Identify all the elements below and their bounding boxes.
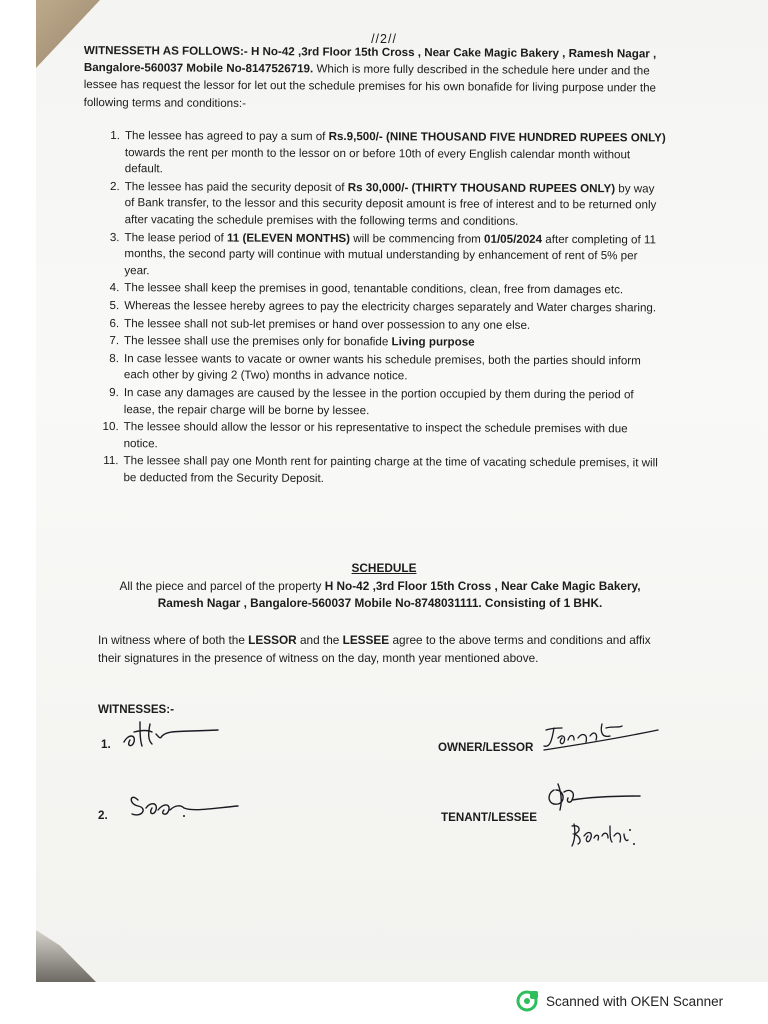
term-text: The lessee has agreed to pay a sum of [124, 129, 329, 143]
term-text: towards the rent per month to the lessor on or before 10th of every English calendar month without default. [124, 145, 631, 176]
term-number: 11. [103, 454, 119, 468]
term-item [98, 453, 664, 489]
term-item [100, 179, 666, 231]
term-item [99, 333, 665, 352]
page-shadow [36, 930, 96, 982]
witness-paragraph [98, 631, 668, 667]
term-number: 10. [102, 420, 119, 434]
term-item [99, 280, 665, 299]
term-number: 9. [109, 385, 119, 399]
term-text: The lessee shall keep the premises in good, tenantable conditions, clean, free from damages etc. [124, 281, 624, 297]
term-number: 7. [109, 334, 120, 348]
term-number: 8. [109, 351, 120, 365]
schedule-text [110, 578, 650, 613]
oken-scanner-logo-icon [516, 990, 538, 1012]
intro-lead: WITNESSETH AS FOLLOWS:- H No-42 ,3rd Floor 15th Cross , Near Cake Magic Bakery , Ramesh Nagar , Bangalore-560037 Mobile No-8147526719. [83, 43, 657, 76]
term-item [99, 385, 665, 421]
witness-2-number: 2. [98, 809, 108, 822]
schedule-heading: SCHEDULE [351, 561, 417, 575]
term-text: The lessee shall use the premises only for bonafide [124, 334, 392, 349]
term-text: The lessee shall not sub-let premises or hand over possession to any one else. [124, 316, 531, 332]
term-text: Whereas the lessee hereby agrees to pay the electricity charges separately and Water charges sharing. [124, 299, 657, 315]
schedule-lead: All the piece and parcel of the property [119, 579, 325, 593]
term-text: by way of Bank transfer, to the lessor and this security deposit amount is free of interest and to be returned only after vacating the schedule premises with the following terms and conditions. [124, 182, 657, 228]
term-number: 4. [109, 281, 120, 295]
term-item [99, 316, 665, 335]
intro-paragraph [84, 42, 664, 114]
term-text: In case lessee wants to vacate or owner wants his schedule premises, both the parties should inform each other by giving 2 (Two) months in advance notice. [123, 351, 641, 383]
term-number: 1. [110, 129, 120, 143]
witness-text: agree to the above terms and conditions and affix their signatures in the presence of witness on the day, month year mentioned above. [98, 633, 651, 665]
term-text: The lease period of [124, 230, 228, 245]
owner-signature [540, 716, 662, 756]
term-item [100, 128, 666, 180]
term-bold: Rs.9,500/- (NINE THOUSAND FIVE HUNDRED RUPEES ONLY) [328, 129, 666, 145]
term-item [99, 298, 665, 317]
term-item [99, 419, 665, 455]
term-number: 2. [110, 179, 120, 193]
tenant-signature-2 [568, 816, 644, 850]
term-item [99, 351, 665, 387]
witness-text: In witness where of both the [98, 633, 249, 647]
term-bold: 01/05/2024 [484, 232, 543, 246]
tenant-signature-1 [544, 780, 644, 814]
scanner-footer [516, 990, 723, 1012]
witness-2-signature [124, 786, 242, 826]
term-number: 5. [109, 298, 120, 313]
term-text: The lessee shall pay one Month rent for painting charge at the time of vacating schedule premises, it will be deducted from the Security Deposit. [123, 454, 658, 485]
intro-text: Which is more fully described in the schedule here under and the lessee has request the lessor for let out the schedule premises for his own bonafide for living purpose under the following terms and conditions:- [83, 62, 657, 110]
schedule-property: H No-42 ,3rd Floor 15th Cross , Near Cake Magic Bakery, Ramesh Nagar , Bangalore-560037 Mobile No-8748031111. Consisting of 1 BHK. [157, 579, 641, 611]
term-text: The lessee has paid the security deposit of [124, 179, 348, 194]
term-number: 3. [109, 230, 120, 244]
lessor-bold: LESSOR [248, 633, 297, 647]
term-bold: Living purpose [391, 335, 475, 349]
term-item [99, 230, 665, 282]
witness-text: and the [296, 633, 343, 647]
scanner-text: Scanned with OKEN Scanner [546, 993, 724, 1009]
term-text: after completing of 11 months, the second party will continue with mutual understanding by enhancement of rent of 5% per year. [124, 232, 656, 277]
term-number: 6. [109, 316, 120, 330]
term-text: will be commencing from [350, 231, 485, 246]
term-text: The lessee should allow the lessor or his representative to inspect the schedule premises with due notice. [123, 420, 628, 450]
lessee-bold: LESSEE [342, 633, 390, 647]
owner-lessor-label: OWNER/LESSOR [438, 741, 534, 754]
tenant-lessee-label: TENANT/LESSEE [441, 811, 537, 824]
witness-1-signature [118, 712, 223, 752]
witness-1-number: 1. [101, 738, 111, 751]
page-number: //2// [371, 32, 397, 46]
terms-list [98, 128, 666, 490]
term-bold: Rs 30,000/- (THIRTY THOUSAND RUPEES ONLY) [347, 180, 616, 196]
term-text: In case any damages are caused by the lessee in the portion occupied by them during the period of lease, the repair charge will be borne by lessee. [123, 386, 634, 417]
term-bold: 11 (ELEVEN MONTHS) [226, 231, 351, 245]
witnesses-label: WITNESSES:- [98, 703, 175, 716]
